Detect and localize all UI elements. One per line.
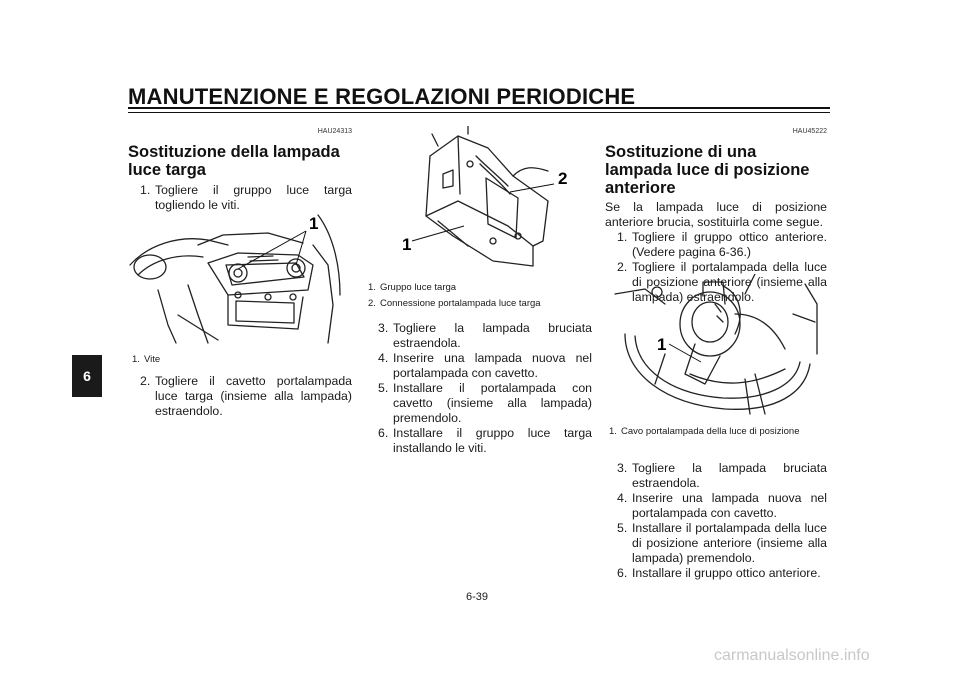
step-item	[605, 566, 827, 581]
step-item	[605, 461, 827, 491]
step-text: Togliere il cavetto portalampada luce targa (insieme alla lampada) estraendolo.	[155, 374, 352, 418]
step-text: Inserire una lampada nuova nel portalampada con cavetto.	[632, 491, 827, 520]
callout-label: 1	[309, 214, 319, 233]
caption-text: Cavo portalampada della luce di posizione	[621, 426, 800, 437]
step-text: Inserire una lampada nuova nel portalampada con cavetto.	[393, 351, 592, 380]
step-text: Togliere la lampada bruciata estraendola.	[393, 321, 592, 350]
caption-number: 1.	[368, 282, 376, 293]
caption-item	[609, 426, 827, 438]
intro-paragraph: Se la lampada luce di posizione anteriore brucia, sostituirla come segue.	[605, 200, 827, 229]
watermark: carmanualsonline.info	[714, 647, 870, 664]
step-number: 3.	[617, 461, 628, 475]
caption-number: 1.	[609, 426, 617, 437]
caption-text: Connessione portalampada luce targa	[380, 298, 541, 309]
step-text: Togliere il gruppo luce targa togliendo le viti.	[155, 183, 352, 212]
step-number: 6.	[617, 566, 628, 580]
callout-label: 1	[402, 235, 412, 254]
step-text: Installare il gruppo ottico anteriore.	[632, 566, 821, 580]
step-item	[366, 321, 592, 351]
caption-number: 2.	[368, 298, 376, 309]
step-text: Togliere la lampada bruciata estraendola.	[632, 461, 827, 490]
caption-text: Gruppo luce targa	[380, 282, 457, 293]
step-item	[605, 230, 827, 260]
step-number: 2.	[140, 374, 151, 388]
callout-label: 2	[558, 169, 568, 188]
step-number: 4.	[378, 351, 389, 365]
caption-item	[368, 298, 594, 310]
caption-item	[368, 282, 594, 294]
page-number: 6-39	[466, 591, 489, 603]
step-text: Installare il gruppo luce targa installando le viti.	[393, 426, 592, 455]
step-number: 1.	[140, 183, 151, 197]
step-item	[366, 426, 592, 456]
header-rule-thin	[128, 112, 830, 113]
steps-list	[366, 321, 592, 456]
figure-captions	[609, 426, 827, 438]
section-code: HAU45222	[792, 128, 827, 135]
step-number: 6.	[378, 426, 389, 440]
step-number: 4.	[617, 491, 628, 505]
step-text: Installare il portalampada con cavetto (insieme alla lampada) premendolo.	[393, 381, 592, 425]
step-number: 1.	[617, 230, 628, 244]
header-rule	[128, 107, 830, 109]
step-number: 5.	[378, 381, 389, 395]
step-item	[605, 491, 827, 521]
section-title: Sostituzione della lampada luce targa	[128, 143, 340, 179]
callout-label: 1	[657, 335, 667, 354]
step-text: Togliere il gruppo ottico anteriore. (Vedere pagina 6-36.)	[632, 230, 827, 259]
step-item	[128, 374, 352, 419]
step-text: Installare il portalampada della luce di posizione anteriore (insieme alla lampada) premendolo.	[632, 521, 827, 565]
section-code: HAU24313	[317, 128, 352, 135]
step-number: 3.	[378, 321, 389, 335]
caption-number: 1.	[132, 354, 140, 365]
figure-captions	[368, 282, 594, 310]
step-number: 5.	[617, 521, 628, 535]
step-item	[605, 521, 827, 566]
figure-captions	[132, 354, 352, 366]
caption-item	[132, 354, 352, 366]
chapter-tab: 6	[72, 355, 102, 397]
step-number: 2.	[617, 260, 628, 274]
steps-list	[605, 461, 827, 581]
figure-license-lamp-unit	[368, 126, 592, 276]
section-license-lamp	[128, 124, 352, 213]
step-text: Togliere il portalampada della luce di posizione anteriore (insieme alla lampada) estraendolo.	[632, 260, 827, 304]
figure-license-lamp-screws	[128, 205, 352, 345]
step-item	[366, 381, 592, 426]
figure-position-lamp-holder	[605, 274, 827, 420]
section-title: Sostituzione di una lampada luce di posizione anteriore	[605, 143, 810, 197]
page-title: MANUTENZIONE E REGOLAZIONI PERIODICHE	[128, 84, 636, 109]
steps-continued	[128, 374, 352, 419]
caption-text: Vite	[144, 354, 161, 365]
step-item	[366, 351, 592, 381]
